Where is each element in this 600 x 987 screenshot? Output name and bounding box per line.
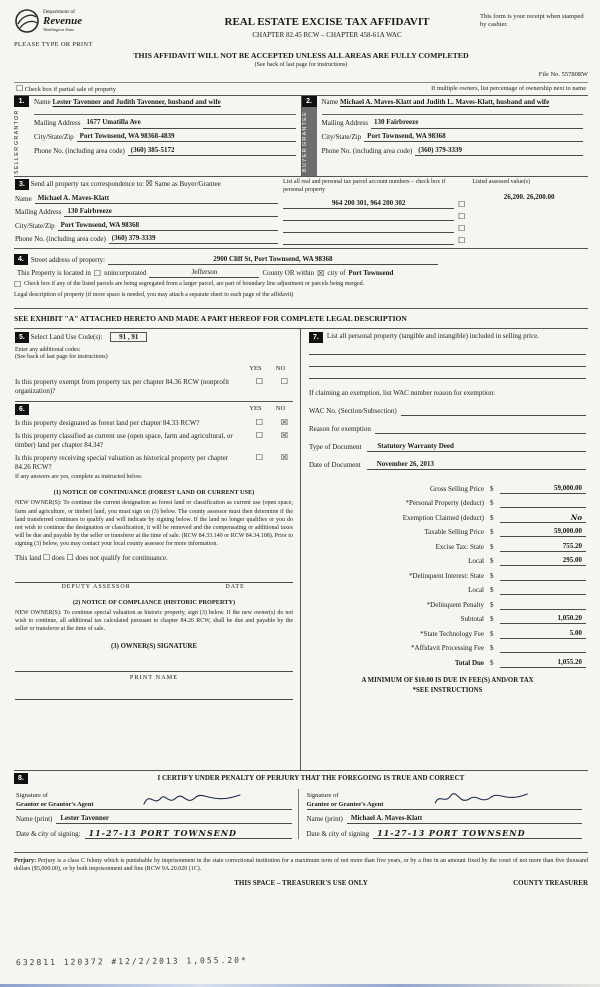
land-use-label: Select Land Use Code(s): (30, 332, 103, 341)
money-row-excise-state (309, 537, 586, 552)
grantor-word: GRANTOR (14, 109, 20, 145)
seller-city-field[interactable]: Port Townsend, WA 98368-4839 (77, 132, 296, 142)
grantee-signature-row (307, 789, 583, 810)
section4-number: 4. (14, 254, 28, 265)
dollar-sign: $ (490, 499, 494, 508)
see-instructions-note: *SEE INSTRUCTIONS (412, 687, 483, 695)
form-title: REAL ESTATE EXCISE TAX AFFIDAVIT (224, 16, 430, 28)
grantor-signature[interactable] (94, 789, 292, 809)
subtotal-label: Subtotal (460, 615, 484, 624)
exemption-claimed-label: Exemption Claimed (deduct) (402, 513, 484, 522)
yes-header-6: YES (249, 405, 262, 413)
buyer-mailing-field[interactable]: 130 Fairbreeze (371, 118, 583, 128)
exempt-question-row (15, 378, 293, 396)
exhibit-line: SEE EXHIBIT "A" ATTACHED HERETO AND MADE A PART HEREOF FOR COMPLETE LEGAL DESCRIPTION (14, 309, 588, 329)
segregated-checkbox[interactable]: ☐ (14, 279, 22, 289)
tax-phone-label: Phone No. (including area code) (15, 235, 106, 244)
grantee-sig-label-text: Grantee or Grantee's Agent (306, 800, 384, 808)
grantor-sig-pre: Signature of (16, 792, 48, 800)
county-mid-label: County OR within (262, 268, 315, 277)
section8 (14, 771, 588, 853)
city-field[interactable]: Port Townsend (348, 268, 394, 277)
personal-property-note: List all personal property (tangible and intangible) included in selling price. (326, 331, 539, 340)
seller-phone-label: Phone No. (including area code) (34, 146, 125, 155)
reason-label: Reason for exemption (309, 424, 371, 433)
city-of-label: city of (327, 268, 346, 277)
buyer-mailing-row (322, 118, 584, 128)
section5-head (15, 332, 293, 343)
seller-word: SELLER (14, 145, 20, 175)
washington-state-label: Washington State (43, 27, 75, 33)
notice1-body: NEW OWNER(S): To continue the current designation as forest land or classification as current use (open space, farm and agriculture, or timber) land, you must sign on (3) below. The county assessor must then determine if the land transferred continues to qualify and will indicate by signing below. If the land no longer qualifies or you do not wish to continue the designation or classification, it will be removed and the compensating or additional taxes will be due and payable by the seller or transferor at the time of sale. (RCW 84.33.140 or RCW 84.34.108). Prior to signing (3) below, you may contact your local county assessor for more information. (15, 500, 293, 547)
send-correspondence-row (15, 179, 278, 190)
buyer-word: BUYER (301, 147, 308, 172)
seller-mailing-label: Mailing Address (34, 119, 81, 128)
reason-row (309, 425, 586, 434)
dollar-sign: $ (490, 658, 494, 667)
seller-name-row (34, 98, 296, 115)
money-row-tech-fee (309, 624, 586, 639)
buyer-grantee-label (302, 107, 317, 176)
dollar-sign: $ (490, 542, 494, 551)
money-row-excise-local (309, 552, 586, 567)
doc-type-row (309, 442, 586, 452)
personal-deduct-field[interactable] (500, 507, 586, 508)
exemption-claimed-field[interactable]: No (500, 513, 586, 523)
tax-phone-field[interactable]: (360) 379-3339 (109, 234, 278, 244)
grantor-date-field[interactable]: 11-27-13 PORT TOWNSEND (85, 828, 292, 839)
exemption-note: If claiming an exemption, list WAC number reason for exemption: (309, 388, 496, 397)
multiple-owners-note: If multiple owners, list percentage of ownership next to name (431, 85, 586, 93)
receipt-note: This form is your receipt when stamped by cashier. (480, 13, 584, 29)
historic-yes-checkbox[interactable]: ☐ (255, 453, 264, 463)
buyer-section (301, 96, 589, 176)
parties-row (14, 95, 588, 177)
grantee-word: GRANTEE (301, 111, 308, 147)
parcel-line-4 (283, 237, 465, 245)
buyer-sidebar (302, 96, 317, 176)
header-center (174, 8, 480, 40)
grantee-name-field[interactable]: Michael A. Maves-Klatt (347, 814, 582, 824)
grantor-signature-row (16, 789, 292, 810)
gross-label: Gross Selling Price (429, 484, 484, 493)
perjury-body: Perjury is a class C felony which is punishable by imprisonment in the state correctional institution for a maximum term of not more than five years, or by a fine in an amount fixed by the court of not more than five thousand dollars ($5,000.00), or by both imprisonment and fine (RCW 9A.20.020 (1C). (14, 857, 589, 872)
gross-field[interactable]: 59,000.00 (500, 484, 586, 494)
grantor-date-row (16, 828, 292, 839)
dollar-sign: $ (490, 557, 494, 566)
grantor-signature-block (14, 789, 298, 839)
dept-of-label: Department of (43, 9, 75, 15)
parcel-checkbox-3[interactable]: ☐ (458, 223, 466, 233)
money-row-exemption (309, 508, 586, 523)
assessed-values-field[interactable]: 26,200. 26,200.00 (503, 192, 555, 201)
historic-question: Is this property receiving special valuation as historical property per chapter 84.26 RCW? (15, 454, 229, 472)
yes-header: YES (249, 365, 262, 373)
section3-number: 3. (15, 179, 29, 190)
total-due-label: Total Due (454, 658, 484, 667)
owners-signature-title: (3) OWNER(S) SIGNATURE (111, 643, 197, 651)
dollar-sign: $ (490, 528, 494, 537)
perjury-note (14, 857, 588, 873)
grantor-name-print-label: Name (print) (16, 814, 53, 823)
money-row-delinq-local (309, 581, 586, 596)
partial-sale-label: Check box if partial sale of property (24, 85, 117, 93)
logo-text (43, 9, 82, 33)
seller-phone-field[interactable]: (360) 385-5172 (128, 146, 296, 156)
dollar-sign: $ (490, 571, 494, 580)
money-row-personal (309, 494, 586, 509)
processing-fee-field[interactable] (500, 652, 586, 653)
money-row-processing-fee (309, 639, 586, 654)
city-checkbox[interactable]: ☒ (317, 268, 325, 278)
county-field[interactable]: Jefferson (149, 268, 259, 278)
section3-parcels (278, 179, 470, 245)
section2-number: 2. (302, 96, 317, 107)
land-pre-label: This land (15, 553, 42, 562)
delinq-local-label: Local (468, 586, 484, 595)
doc-date-field[interactable]: November 26, 2013 (367, 460, 586, 470)
dollar-sign: $ (490, 615, 494, 624)
notice2-body: NEW OWNER(S): To continue special valuation as historic property, sign (3) below. If the new owner(s) do not wish to continue, all additional tax calculated pursuant to chapter 84.26 RCW, shall be due and payable by the seller or transferor at the time of sale. (15, 610, 293, 633)
penalty-label: *Delinquent Penalty (426, 600, 484, 609)
section4 (14, 249, 588, 309)
dollar-sign: $ (490, 484, 494, 493)
buyer-phone-row (322, 146, 584, 156)
grantee-date-label: Date & city of signing (306, 830, 370, 839)
grantor-name-field[interactable]: Lester Tavenner (56, 814, 291, 824)
section1-number: 1. (14, 96, 29, 107)
forest-yes-checkbox[interactable]: ☐ (255, 417, 264, 427)
buyer-fields (317, 96, 589, 176)
section7 (301, 329, 588, 770)
section6-yes-no-header (247, 405, 293, 413)
unincorporated-checkbox[interactable]: ☐ (93, 268, 102, 278)
doc-type-field[interactable]: Statutory Warranty Deed (367, 442, 586, 452)
partial-sale-group (16, 85, 116, 94)
parcel-checkbox-4[interactable]: ☐ (458, 235, 466, 245)
parcel-numbers-field[interactable]: 964 200 301, 964 200 302 (283, 199, 454, 209)
taxable-field[interactable]: 59,000.00 (500, 527, 586, 537)
treasurer-space-label: THIS SPACE – TREASURER'S USE ONLY (234, 878, 368, 887)
buyer-mailing-label: Mailing Address (321, 119, 368, 128)
revenue-label: Revenue (43, 15, 83, 28)
seller-mailing-field[interactable]: 1677 Umatilla Ave (83, 118, 295, 128)
forest-land-question: Is this property designated as forest land per chapter 84.33 RCW? (15, 418, 200, 427)
assessed-label: Listed assessed value(s) (472, 179, 530, 186)
cashier-stamp: 632811 120372 #12/2/2013 1,055.20* (15, 955, 248, 967)
money-row-delinq-state (309, 566, 586, 581)
qualify-post-label: qualify for continuance. (100, 553, 168, 562)
does-not-checkbox[interactable]: ☐ (66, 552, 74, 562)
segregated-row (14, 281, 588, 289)
perjury-lead: Perjury: (14, 857, 36, 864)
tax-mailing-row (15, 207, 278, 217)
reason-field[interactable] (375, 426, 586, 434)
seller-name-field[interactable]: Lester Tavenner and Judith Tavenner, husband and wife (52, 97, 221, 106)
personal-deduct-label: *Personal Property (deduct) (405, 499, 484, 508)
exempt-no-checkbox[interactable]: ☐ (280, 376, 289, 386)
processing-fee-label: *Affidavit Processing Fee (411, 644, 484, 653)
forest-no-checkbox[interactable]: ☒ (280, 417, 289, 427)
grantee-signature[interactable] (383, 789, 582, 809)
partial-sale-checkbox[interactable]: ☐ (16, 83, 24, 93)
parcel-checkbox-1[interactable]: ☐ (458, 199, 466, 209)
parcel-line-1 (283, 199, 465, 209)
see-back-note: (See back of last page for instructions) (254, 61, 348, 68)
section8-number: 8. (14, 773, 28, 784)
grantor-sig-label-text: Grantor or Grantor's Agent (16, 800, 94, 808)
seller-grantor-label (14, 107, 29, 176)
section6-head (15, 404, 293, 415)
tax-name-field[interactable]: Michael A. Maves-Klatt (35, 194, 278, 204)
exempt-question: Is this property exempt from property tax per chapter 84.36 RCW (nonprofit organization)? (15, 377, 230, 395)
located-pre-label: This Property is located in (17, 268, 91, 277)
buyer-phone-label: Phone No. (including area code) (321, 146, 413, 155)
legal-description-label: Legal description of property (if more space is needed, you may attach a separate sheet to each page of the affidavit) (14, 291, 294, 298)
print-name-label: PRINT NAME (129, 674, 179, 682)
seller-section (14, 96, 301, 176)
wac-row (309, 407, 586, 416)
street-address-row (14, 254, 588, 265)
parcel-line-3 (283, 225, 465, 233)
money-row-taxable (309, 523, 586, 538)
parcel-field-4[interactable] (283, 237, 454, 245)
current-use-question: Is this property classified as current use (open space, farm and agricultural, or timber) land per chapter 84.34? (15, 432, 233, 450)
section7-number: 7. (309, 332, 323, 343)
unincorporated-label: unincorporated (104, 268, 147, 277)
same-as-buyer-checkbox[interactable]: ☒ (145, 179, 153, 189)
grantor-name-row (16, 814, 292, 824)
total-due-field[interactable]: 1,055.20 (500, 658, 586, 668)
tax-name-label: Name (15, 194, 32, 203)
if-yes-note: If any answers are yes, complete as instructed below. (15, 474, 143, 481)
buyer-name-field[interactable]: Michael A. Maves-Klatt and Judith L. Maves-Klatt, husband and wife (339, 97, 550, 106)
file-number: File No. 55780RW (538, 71, 588, 79)
does-checkbox[interactable]: ☐ (43, 552, 51, 562)
land-use-code-field[interactable]: 91 , 91 (110, 332, 147, 342)
checkline (14, 82, 588, 95)
dollar-sign: $ (490, 513, 494, 522)
penalty-field[interactable] (500, 609, 586, 610)
grantee-sig-pre: Signature of (306, 792, 339, 800)
parcel-note: List all real and personal tax parcel account numbers – check box if personal property (283, 179, 446, 193)
section5-number: 5. (15, 332, 29, 343)
subtotal-field[interactable]: 1,050.20 (500, 614, 586, 624)
additional-codes-label: Enter any additional codes: (15, 346, 81, 353)
section3 (14, 177, 588, 249)
header-left (14, 8, 174, 49)
forest-land-row (15, 419, 293, 428)
delinq-state-label: *Delinquent Interest: State (408, 571, 484, 580)
seller-mailing-row (34, 118, 296, 128)
parcel-field-3[interactable] (283, 225, 454, 233)
doc-date-label: Date of Document (309, 461, 361, 470)
street-address-field[interactable]: 2900 Cliff St, Port Townsend, WA 98368 (108, 255, 438, 265)
section6-number: 6. (15, 404, 29, 415)
does-label: does (51, 553, 65, 562)
grantor-sig-label (16, 792, 94, 808)
tax-phone-row (15, 234, 278, 244)
personal-property-line-3[interactable] (309, 367, 586, 379)
legal-description-row (14, 292, 588, 300)
delinq-local-field[interactable] (500, 594, 586, 595)
section3-assessed (470, 179, 588, 245)
revenue-logo (14, 8, 174, 34)
segregated-note: Check box if any of the listed parcels are being segregated from a larger parcel, are part of boundary line adjustment or parcels being merged. (24, 281, 365, 288)
no-header-6: NO (275, 405, 286, 413)
revenue-swirl-icon (14, 8, 40, 34)
taxable-label: Taxable Selling Price (424, 528, 484, 537)
parcel-line-2 (283, 213, 465, 221)
grantee-date-row (307, 828, 583, 839)
send-correspondence-label: Send all property tax correspondence to: (30, 180, 144, 189)
parcel-checkbox-2[interactable]: ☐ (458, 211, 466, 221)
dollar-sign: $ (490, 629, 494, 638)
minimum-fee-note: A MINIMUM OF $10.00 IS DUE IN FEE(S) AND/OR TAX (361, 676, 534, 684)
deputy-date-label: DATE (225, 584, 245, 591)
money-row-total (309, 653, 586, 668)
buyer-name-row (322, 98, 584, 115)
grantee-date-field[interactable]: 11-27-13 PORT TOWNSEND (373, 828, 582, 839)
certify-line: I CERTIFY UNDER PENALTY OF PERJURY THAT THE FOREGOING IS TRUE AND CORRECT (157, 773, 465, 782)
qualify-row (15, 554, 293, 563)
dollar-sign: $ (490, 586, 494, 595)
section-divider (15, 401, 293, 402)
excise-local-field[interactable]: 295.00 (500, 556, 586, 566)
deputy-assessor-label: DEPUTY ASSESSOR (61, 584, 131, 591)
tax-city-field[interactable]: Port Townsend, WA 98368 (58, 221, 278, 231)
parcel-field-2[interactable] (283, 213, 454, 221)
notice2-title: (2) NOTICE OF COMPLIANCE (HISTORIC PROPERTY) (72, 598, 236, 606)
form-subtitle: CHAPTER 82.45 RCW – CHAPTER 458-61A WAC (252, 31, 402, 40)
grantee-sig-label (307, 792, 384, 808)
historic-row (15, 454, 293, 472)
owner-signature-line[interactable] (15, 660, 293, 672)
seller-phone-row (34, 146, 296, 156)
grantee-signature-block (298, 789, 589, 839)
section5-see-back: (See back of last page for instructions) (15, 354, 108, 361)
main-columns (14, 329, 588, 771)
print-name-line[interactable] (15, 688, 293, 700)
section7-head (309, 332, 586, 343)
exempt-yes-checkbox[interactable]: ☐ (255, 376, 264, 386)
please-type-note: PLEASE TYPE OR PRINT (14, 41, 93, 48)
buyer-city-field[interactable]: Port Townsend, WA 98368 (364, 132, 583, 142)
buyer-city-label: City/State/Zip (321, 133, 362, 142)
notice1-title: (1) NOTICE OF CONTINUANCE (FOREST LAND OR CURRENT USE) (53, 489, 255, 497)
seller-fields (29, 96, 301, 176)
seller-city-row (34, 132, 296, 142)
treasurer-row (14, 879, 588, 888)
personal-property-line-1[interactable] (309, 343, 586, 355)
excise-state-label: Excise Tax: State (435, 542, 484, 551)
no-header: NO (275, 365, 286, 373)
section3-left (14, 179, 278, 245)
buyer-city-row (322, 132, 584, 142)
excise-local-label: Local (468, 557, 484, 566)
street-address-label: Street address of property: (30, 255, 105, 264)
deputy-signature-line[interactable] (15, 571, 293, 583)
current-use-row (15, 432, 293, 450)
money-table (309, 479, 586, 668)
tech-fee-field[interactable]: 5.00 (500, 629, 586, 639)
buyer-name-label: Name (321, 97, 339, 106)
located-row (14, 268, 588, 278)
money-row-penalty (309, 595, 586, 610)
tax-city-label: City/State/Zip (15, 221, 55, 230)
left-column (14, 329, 301, 770)
money-row-gross (309, 479, 586, 494)
county-treasurer-label: COUNTY TREASURER (513, 878, 588, 887)
wac-label: WAC No. (Section/Subsection) (309, 406, 397, 415)
grantee-name-print-label: Name (print) (306, 814, 343, 823)
deputy-sig-labels (15, 584, 293, 592)
historic-no-checkbox[interactable]: ☒ (280, 453, 289, 463)
seller-sidebar (14, 96, 29, 176)
grantor-date-label: Date & city of signing: (16, 830, 81, 839)
grantee-name-row (307, 814, 583, 824)
delinq-state-field[interactable] (500, 580, 586, 581)
buyer-phone-field[interactable]: (360) 379-3339 (415, 146, 583, 156)
same-as-buyer-label: Same as Buyer/Grantee (154, 180, 221, 189)
money-row-subtotal (309, 610, 586, 625)
excise-state-field[interactable]: 755.20 (500, 542, 586, 552)
tax-mailing-label: Mailing Address (15, 208, 62, 217)
warning-line: THIS AFFIDAVIT WILL NOT BE ACCEPTED UNLESS ALL AREAS ARE FULLY COMPLETED (133, 51, 469, 61)
does-not-label: does not (75, 553, 99, 562)
tech-fee-label: *State Technology Fee (420, 629, 484, 638)
tax-name-row (15, 194, 278, 204)
current-use-no-checkbox[interactable]: ☒ (280, 431, 289, 441)
personal-property-line-2[interactable] (309, 355, 586, 367)
signature-columns (14, 789, 588, 839)
header (14, 8, 588, 49)
dollar-sign: $ (490, 600, 494, 609)
wac-field[interactable] (401, 408, 586, 416)
seller-name-label: Name (34, 97, 51, 106)
doc-date-row (309, 460, 586, 470)
seller-city-label: City/State/Zip (34, 133, 74, 142)
doc-type-label: Type of Document (309, 442, 362, 451)
current-use-yes-checkbox[interactable]: ☐ (255, 431, 264, 441)
dollar-sign: $ (490, 644, 494, 653)
tax-city-row (15, 221, 278, 231)
section8-head (14, 773, 588, 784)
section5-yes-no-header (15, 365, 293, 373)
tax-mailing-field[interactable]: 130 Fairbreeze (64, 207, 278, 217)
